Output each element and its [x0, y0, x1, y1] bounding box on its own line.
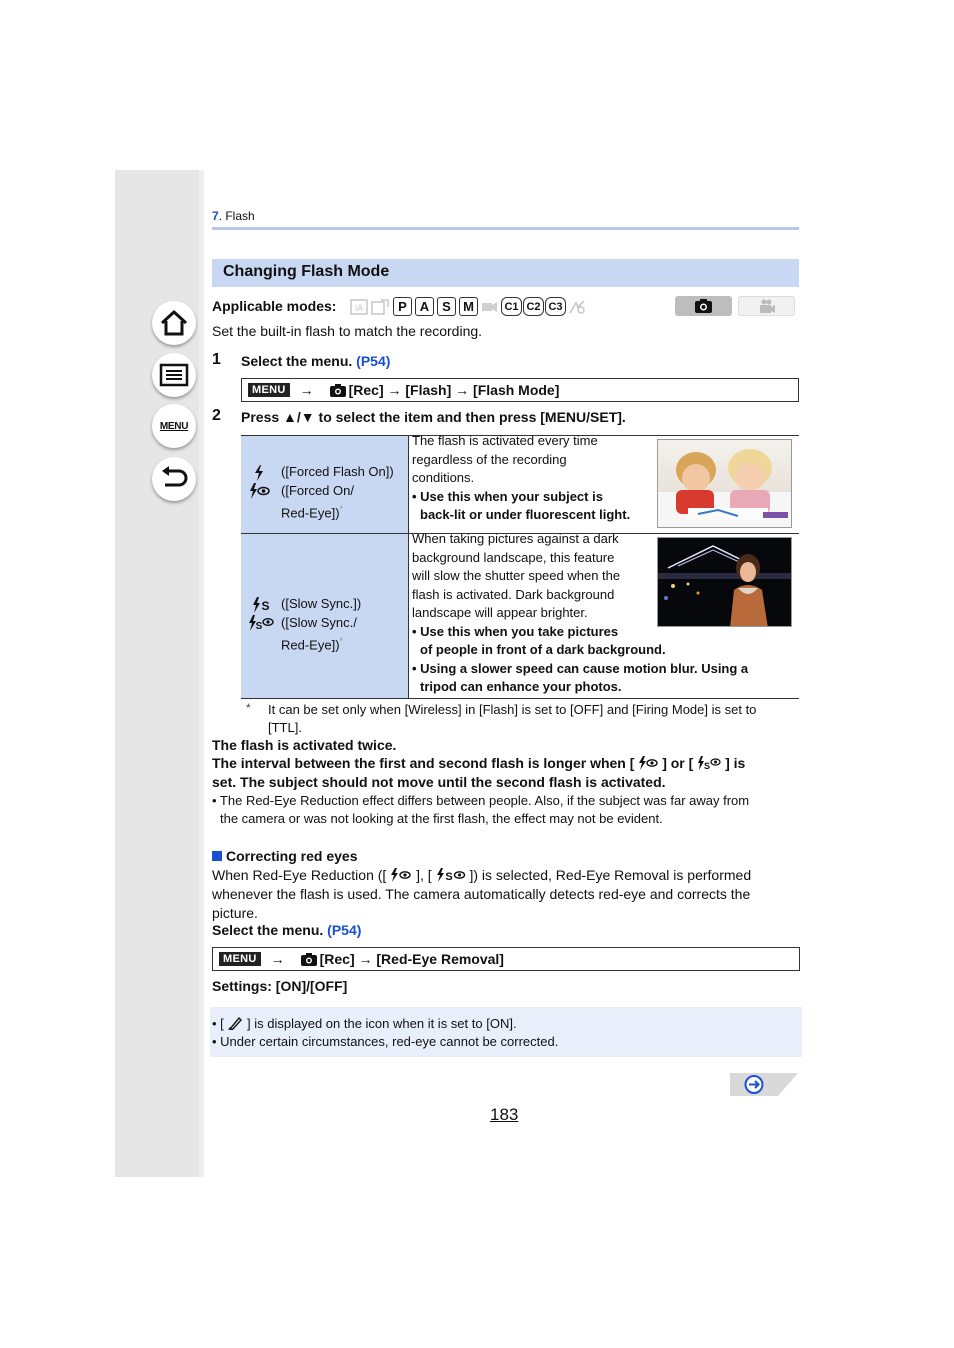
camera-icon — [330, 384, 346, 397]
notes — [212, 1015, 558, 1051]
list-icon — [159, 363, 189, 387]
camera-icon — [301, 953, 317, 966]
note-text: • [ — [212, 1016, 224, 1031]
correcting-heading — [212, 848, 358, 864]
step-1-label: Select the menu. — [241, 353, 353, 369]
row-2-desc-line: landscape will appear brighter. — [412, 605, 588, 620]
menu-arrow: → — [270, 951, 285, 967]
row-2-bullet-line: tripod can enhance your photos. — [420, 679, 622, 694]
mode-a-icon: A — [415, 297, 434, 316]
row-1-bullet-line: Use this when your subject is — [420, 488, 603, 504]
menu-badge-icon: MENU — [219, 952, 261, 966]
contents-list-button[interactable] — [152, 353, 196, 397]
twice-line-3: set. The subject should not move until the second flash is activated. — [212, 774, 666, 790]
select-menu-text: Select the menu. — [212, 922, 324, 938]
forced-on-red-eye-icon — [390, 868, 412, 882]
menu-path-text: [Rec] → [Flash] → [Flash Mode] — [348, 382, 560, 398]
custom-c1-icon: C1 — [501, 297, 522, 316]
note-text: ] is displayed on the icon when it is set to [ON]. — [247, 1016, 517, 1031]
twice-heading: The flash is activated twice. — [212, 737, 397, 753]
row-1-bullet-line: back-lit or under fluorescent light. — [420, 507, 631, 522]
mode-m-icon: M — [459, 297, 478, 316]
twice-line-2 — [212, 755, 745, 771]
twice-text: The interval between the first and second flash is longer when [ — [212, 755, 635, 771]
forced-on-red-eye-icon — [248, 483, 270, 499]
back-button[interactable] — [152, 457, 196, 501]
home-icon — [159, 309, 189, 337]
table-column-divider — [408, 435, 409, 698]
row-2-desc-line: will slow the shutter speed when the — [412, 568, 621, 583]
correcting-body — [212, 866, 799, 923]
row-1-desc-line: The flash is activated every time — [412, 433, 598, 448]
row-1-description — [412, 432, 652, 525]
scene-guide-icon — [567, 297, 587, 316]
section-title: Changing Flash Mode — [223, 263, 390, 280]
table-bottom-border — [241, 698, 799, 699]
camera-icon — [675, 296, 732, 316]
row-2-bullet-line: Use this when you take pictures — [420, 623, 619, 639]
menu-badge-icon: MENU — [248, 383, 290, 397]
correcting-title: Correcting red eyes — [226, 848, 358, 864]
mode-s-icon: S — [437, 297, 456, 316]
breadcrumb — [212, 209, 255, 223]
slow-sync-icon — [251, 597, 271, 613]
footnote-star: * — [339, 636, 344, 646]
svg-text:S: S — [255, 621, 263, 631]
slow-sync-label: ([Slow Sync.]) — [281, 596, 362, 611]
forced-flash-on-icon — [252, 465, 266, 481]
menu-arrow: → — [299, 382, 314, 398]
step-1-number: 1 — [212, 351, 221, 368]
correcting-text: ], [ — [416, 867, 432, 883]
correcting-text: ]) is selected, Red-Eye Removal is performed — [469, 867, 752, 883]
correcting-select — [212, 922, 361, 938]
footnote-mark: * — [246, 701, 251, 715]
forced-on-red-eye-label-1: ([Forced On/ — [281, 482, 354, 498]
row-1-label — [281, 463, 394, 523]
breadcrumb-label: . Flash — [218, 209, 255, 223]
forced-flash-on-label: ([Forced Flash On]) — [281, 464, 394, 479]
footnote-text — [268, 701, 799, 737]
footnote-star: * — [339, 504, 344, 514]
twice-text: ] or [ — [662, 755, 694, 771]
slow-sync-red-eye-label-2: Red-Eye]) — [281, 637, 340, 653]
red-eye-note-line: • The Red-Eye Reduction effect differs between people. Also, if the subject was far away from — [212, 793, 750, 808]
square-bullet-icon — [212, 851, 222, 861]
custom-c3-icon: C3 — [545, 297, 566, 316]
menu-path-text: [Rec] → [Red-Eye Removal] — [319, 951, 504, 967]
slow-sync-red-eye-icon — [697, 756, 721, 770]
correcting-page-link[interactable]: (P54) — [327, 922, 362, 938]
twice-text: ] is — [725, 755, 746, 771]
slow-sync-red-eye-label-1: ([Slow Sync./ — [281, 614, 357, 630]
forced-on-red-eye-icon — [638, 756, 658, 770]
children-drawing-photo — [657, 439, 792, 528]
night-portrait-photo — [657, 537, 792, 627]
correcting-text: picture. — [212, 905, 258, 921]
correcting-text: whenever the flash is used. The camera automatically detects red-eye and corrects the — [212, 886, 751, 902]
menu-path-flash-mode — [241, 378, 799, 402]
back-icon — [159, 466, 189, 492]
step-2-number: 2 — [212, 407, 221, 424]
page-number: 183 — [490, 1105, 519, 1124]
home-button[interactable] — [152, 301, 196, 345]
forced-on-red-eye-label-2: Red-Eye]) — [281, 505, 340, 521]
row-2-bullet-line: Using a slower speed can cause motion blur. Using a — [420, 660, 749, 676]
movie-mode-tab[interactable] — [738, 296, 795, 316]
mode-p-icon: P — [393, 297, 412, 316]
red-eye-note-line: the camera or was not looking at the first flash, the effect may not be evident. — [220, 811, 663, 826]
movie-icon — [739, 297, 794, 315]
row-2-bullet-line: of people in front of a dark background. — [420, 642, 666, 657]
row-2-desc-line: background landscape, this feature — [412, 549, 615, 565]
breadcrumb-number: 7 — [212, 209, 219, 223]
red-eye-removal-pen-icon — [227, 1016, 243, 1030]
step-1-page-link[interactable]: (P54) — [356, 353, 391, 369]
breadcrumb-divider — [212, 227, 799, 230]
next-page-button[interactable] — [730, 1073, 798, 1096]
photo-mode-tab[interactable] — [675, 296, 732, 316]
menu-path-red-eye-removal — [212, 947, 800, 971]
slow-sync-red-eye-icon — [436, 868, 466, 882]
row-2-desc-line: flash is activated. Dark background — [412, 586, 615, 602]
footnote-line: It can be set only when [Wireless] in [Flash] is set to [OFF] and [Firing Mode] is set to — [268, 702, 757, 717]
row-1-desc-line: conditions. — [412, 470, 475, 485]
intelligent-auto-plus-icon — [370, 297, 390, 316]
row-1-desc-line: regardless of the recording — [412, 451, 567, 467]
applicable-modes-label: Applicable modes: — [212, 298, 337, 314]
note-text: • Under certain circumstances, red-eye cannot be corrected. — [212, 1034, 559, 1049]
intro-text: Set the built-in flash to match the recording. — [212, 323, 483, 339]
settings-text: Settings: [ON]/[OFF] — [212, 978, 348, 994]
menu-icon: MENU — [159, 420, 189, 432]
step-2-text: Press ▲/▼ to select the item and then press [MENU/SET]. — [241, 409, 626, 425]
intelligent-auto-icon — [349, 297, 369, 316]
bullet: • — [412, 660, 421, 676]
svg-text:S: S — [704, 761, 711, 770]
bullet: • — [412, 623, 421, 639]
row-2-label — [281, 595, 361, 655]
slow-sync-red-eye-icon — [248, 615, 274, 631]
step-1-text — [241, 353, 390, 369]
creative-video-icon — [480, 297, 500, 316]
svg-text:S: S — [444, 871, 453, 882]
sidebar-edge — [199, 170, 204, 1177]
svg-text:S: S — [261, 599, 270, 613]
red-eye-note — [212, 792, 749, 828]
footnote-line: [TTL]. — [268, 720, 302, 735]
svg-text:iA: iA — [354, 302, 364, 313]
menu-button[interactable] — [152, 404, 196, 448]
custom-c2-icon: C2 — [523, 297, 544, 316]
correcting-text: When Red-Eye Reduction ([ — [212, 867, 387, 883]
row-2-desc-line: When taking pictures against a dark — [412, 531, 619, 546]
bullet: • — [412, 488, 421, 504]
